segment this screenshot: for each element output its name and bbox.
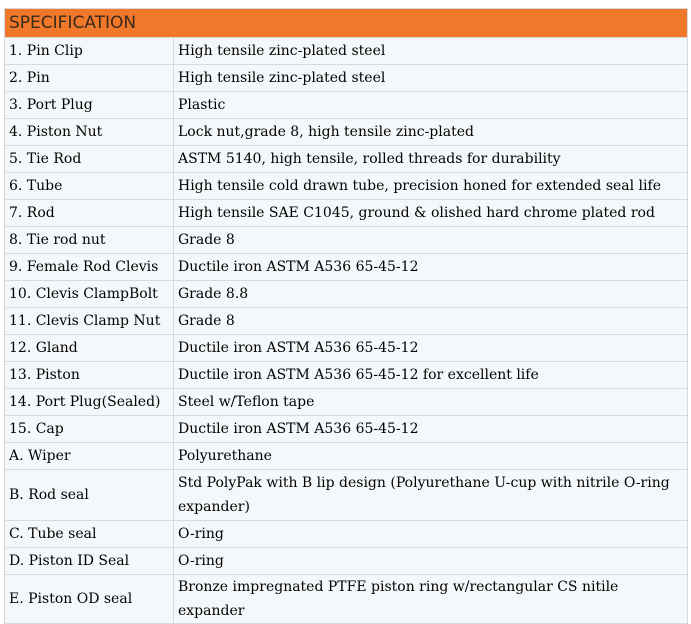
part-cell: C. Tube seal <box>5 520 174 547</box>
table-row <box>5 118 687 145</box>
material-cell: High tensile SAE C1045, ground & olished hard chrome plated rod <box>174 199 687 226</box>
table-row <box>5 280 687 307</box>
part-cell: 4. Piston Nut <box>5 118 174 145</box>
material-cell: Plastic <box>174 91 687 118</box>
table-row <box>5 307 687 334</box>
table-row <box>5 442 687 469</box>
material-cell: Grade 8 <box>174 226 687 253</box>
part-cell: 14. Port Plug(Sealed) <box>5 388 174 415</box>
material-cell: Bronze impregnated PTFE piston ring w/rectangular CS nitile expander <box>174 574 687 623</box>
material-cell: Steel w/Teflon tape <box>174 388 687 415</box>
table-header: SPECIFICATION <box>5 9 687 38</box>
specification-table <box>4 8 688 624</box>
material-cell: Ductile iron ASTM A536 65-45-12 <box>174 253 687 280</box>
part-cell: 9. Female Rod Clevis <box>5 253 174 280</box>
material-cell: Ductile iron ASTM A536 65-45-12 for excellent life <box>174 361 687 388</box>
part-cell: D. Piston ID Seal <box>5 547 174 574</box>
part-cell: 7. Rod <box>5 199 174 226</box>
part-cell: 8. Tie rod nut <box>5 226 174 253</box>
table-row <box>5 547 687 574</box>
part-cell: 15. Cap <box>5 415 174 442</box>
table-row <box>5 172 687 199</box>
table-row <box>5 199 687 226</box>
material-cell: O-ring <box>174 520 687 547</box>
part-cell: B. Rod seal <box>5 469 174 520</box>
material-cell: Ductile iron ASTM A536 65-45-12 <box>174 415 687 442</box>
material-cell: Grade 8 <box>174 307 687 334</box>
table-row <box>5 334 687 361</box>
table-row <box>5 64 687 91</box>
part-cell: 12. Gland <box>5 334 174 361</box>
material-cell: ASTM 5140, high tensile, rolled threads for durability <box>174 145 687 172</box>
material-cell: O-ring <box>174 547 687 574</box>
table-row <box>5 388 687 415</box>
table-row <box>5 38 687 64</box>
material-cell: Grade 8.8 <box>174 280 687 307</box>
table-row <box>5 226 687 253</box>
table-row <box>5 145 687 172</box>
material-cell: Lock nut,grade 8, high tensile zinc-plated <box>174 118 687 145</box>
material-cell: High tensile cold drawn tube, precision honed for extended seal life <box>174 172 687 199</box>
table-row <box>5 415 687 442</box>
part-cell: A. Wiper <box>5 442 174 469</box>
material-cell: High tensile zinc-plated steel <box>174 38 687 64</box>
material-cell: Std PolyPak with B lip design (Polyurethane U-cup with nitrile O-ring expander) <box>174 469 687 520</box>
part-cell: 10. Clevis ClampBolt <box>5 280 174 307</box>
part-cell: 3. Port Plug <box>5 91 174 118</box>
part-cell: 13. Piston <box>5 361 174 388</box>
material-cell: Ductile iron ASTM A536 65-45-12 <box>174 334 687 361</box>
table-row <box>5 253 687 280</box>
part-cell: 6. Tube <box>5 172 174 199</box>
part-cell: E. Piston OD seal <box>5 574 174 623</box>
table-row <box>5 520 687 547</box>
part-cell: 2. Pin <box>5 64 174 91</box>
material-cell: Polyurethane <box>174 442 687 469</box>
table-row <box>5 469 687 520</box>
table-row <box>5 91 687 118</box>
table-header-row <box>5 9 687 38</box>
table-row <box>5 574 687 623</box>
part-cell: 11. Clevis Clamp Nut <box>5 307 174 334</box>
part-cell: 5. Tie Rod <box>5 145 174 172</box>
table-row <box>5 361 687 388</box>
part-cell: 1. Pin Clip <box>5 38 174 64</box>
material-cell: High tensile zinc-plated steel <box>174 64 687 91</box>
